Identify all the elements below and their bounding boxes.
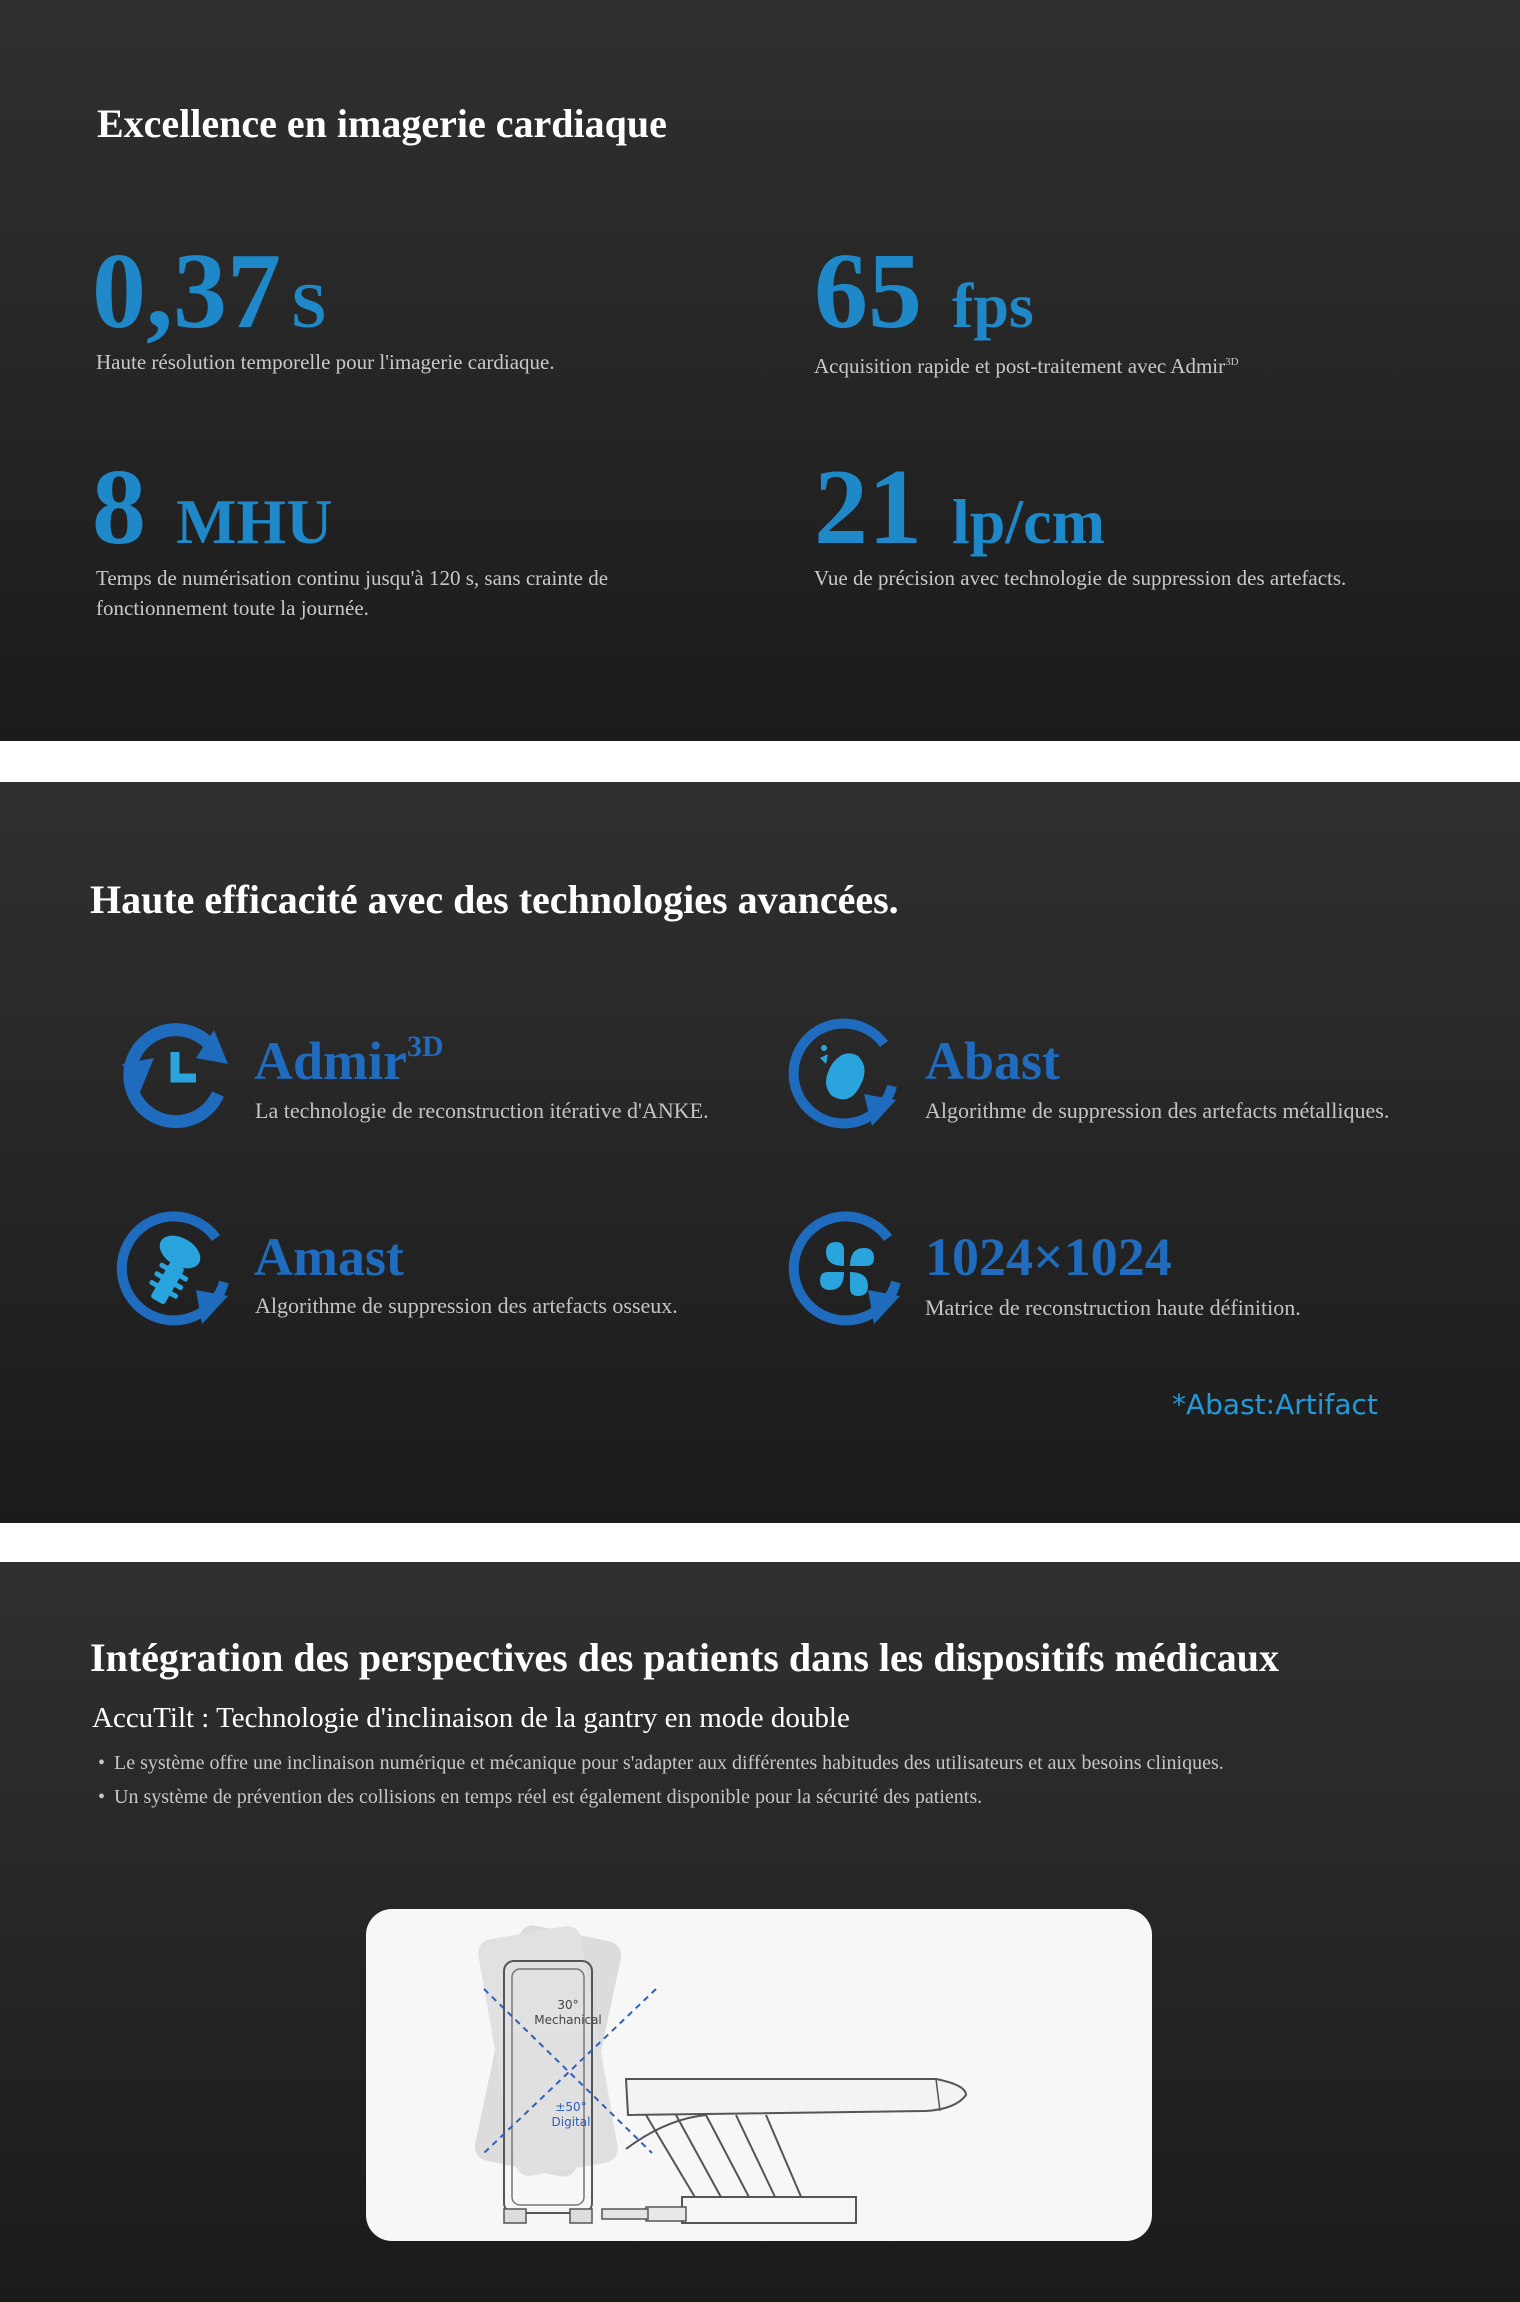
- stat-number: 65: [814, 232, 922, 351]
- stat-value-lpcm: [814, 448, 1105, 567]
- bone-screw-icon: [112, 1208, 236, 1332]
- tech-title-amast: Amast: [254, 1227, 404, 1287]
- stat-value-fps: [814, 232, 1034, 351]
- feature-bullet-list: [92, 1748, 1302, 1816]
- stat-unit: MHU: [176, 486, 333, 557]
- feature-bullet: [92, 1782, 1302, 1812]
- stat-description-text: Acquisition rapide et post-traitement avec Admir: [814, 354, 1226, 378]
- metal-artifact-icon: [784, 1014, 904, 1134]
- mechanical-angle-value: 30°: [557, 1998, 579, 2012]
- admir-3d-sup: 3D: [1225, 356, 1239, 368]
- stat-number: 8: [92, 448, 146, 567]
- section-title-patients: Intégration des perspectives des patients dans les dispositifs médicaux: [90, 1635, 1279, 1680]
- stat-unit: fps: [952, 270, 1034, 341]
- digital-label: Digital: [551, 2115, 591, 2129]
- tech-title-abast: Abast: [925, 1031, 1061, 1091]
- bullet-text: Un système de prévention des collisions en temps réel est également disponible pour la sécurité des patients.: [114, 1786, 983, 1808]
- tech-description-admir: La technologie de reconstruction itérative d'ANKE.: [255, 1098, 709, 1123]
- tech-sup: 3D: [406, 1030, 444, 1063]
- tech-name: Admir: [254, 1031, 407, 1091]
- bullet-dot: •: [98, 1752, 106, 1774]
- artifact-footnote: *Abast:Artifact: [1172, 1388, 1378, 1421]
- stat-unit: S: [291, 270, 327, 341]
- stat-description-lpcm: Vue de précision avec technologie de suppression des artefacts.: [814, 566, 1347, 590]
- gantry-tilt-diagram: [366, 1909, 1152, 2241]
- tech-description-abast: Algorithme de suppression des artefacts métalliques.: [925, 1098, 1390, 1123]
- stat-unit: lp/cm: [952, 486, 1105, 557]
- stat-number: 21: [814, 448, 922, 567]
- mechanical-label: Mechanical: [534, 2013, 602, 2027]
- technologies-section: [0, 782, 1520, 1523]
- cardiac-imaging-section: [0, 0, 1520, 741]
- tech-description-1024: Matrice de reconstruction haute définition.: [925, 1295, 1301, 1320]
- matrix-petals-icon: [784, 1208, 908, 1332]
- tech-title-admir: [254, 1030, 444, 1091]
- stat-number: 0,37: [92, 232, 281, 351]
- stat-value-temporal: [92, 232, 327, 351]
- stat-description-temporal: Haute résolution temporelle pour l'imagerie cardiaque.: [96, 350, 555, 374]
- section-subtitle-accutilt: AccuTilt : Technologie d'inclinaison de la gantry en mode double: [92, 1702, 850, 1734]
- clock-refresh-icon: [118, 1018, 232, 1132]
- tech-title-1024: 1024×1024: [925, 1227, 1172, 1287]
- bullet-dot: •: [98, 1786, 106, 1808]
- gantry-tilt-diagram-card: [366, 1909, 1152, 2241]
- stat-value-mhu: [92, 448, 333, 567]
- section-title-technologies: Haute efficacité avec des technologies avancées.: [90, 877, 899, 922]
- patient-perspectives-section: [0, 1562, 1520, 2302]
- tech-description-amast: Algorithme de suppression des artefacts osseux.: [255, 1293, 678, 1318]
- feature-bullet: [92, 1748, 1302, 1778]
- section-title-cardiac: Excellence en imagerie cardiaque: [97, 101, 667, 146]
- stat-description-mhu: Temps de numérisation continu jusqu'à 120 s, sans crainte de fonctionnement toute la journée.: [96, 566, 609, 620]
- bullet-text: Le système offre une inclinaison numérique et mécanique pour s'adapter aux différentes habitudes des utilisateurs et aux besoins cliniques.: [114, 1752, 1224, 1774]
- digital-angle-value: ±50°: [555, 2100, 587, 2114]
- stat-description-fps: [814, 347, 1454, 381]
